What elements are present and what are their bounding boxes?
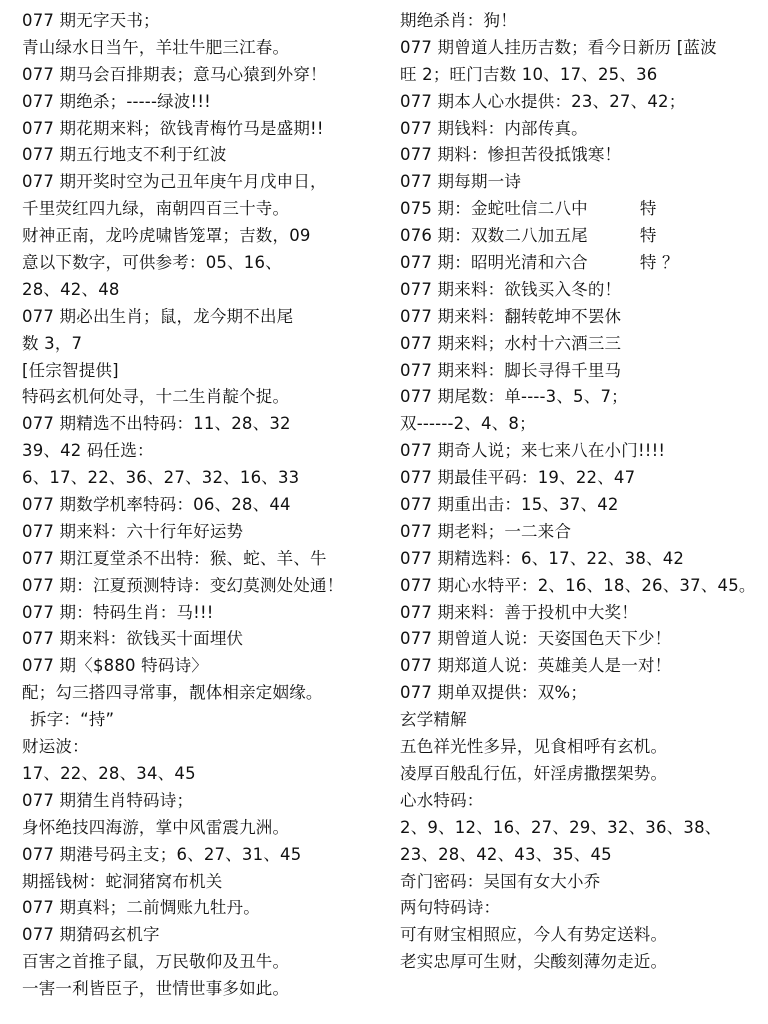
right-text-line: [400, 707, 760, 734]
right-line-text: 两句特码诗：: [400, 898, 501, 918]
left-text-line: 077 期必出生肖；鼠，龙今期不出尾: [22, 306, 294, 326]
right-text-line: [400, 869, 760, 896]
right-line-text: 077 期来料：善于投机中大奖！: [400, 602, 638, 622]
right-text-line: [400, 653, 760, 680]
left-text-line: 077 期真料；二前惆账九牡丹。: [22, 898, 260, 918]
left-text-line: 077 期来料：六十行年好运势: [22, 521, 244, 541]
left-text-line: 6、17、22、36、27、32、16、33: [22, 468, 300, 488]
right-text-line: [400, 62, 760, 89]
left-text-line: 077 期港号码主支；6、27、31、45: [22, 844, 302, 864]
right-line-tail: 特: [639, 199, 657, 219]
left-text-line: 077 期猜生肖特码诗；: [22, 790, 194, 810]
left-text-line: 077 期数学机率特码：06、28、44: [22, 495, 291, 515]
right-line-text: 老实忠厚可生财，尖酸刻薄勿走近。: [400, 952, 668, 972]
right-line-text: 077 期来料：翻转乾坤不罢休: [400, 306, 622, 326]
right-text-line: [400, 169, 760, 196]
left-text-line: 077 期猜码玄机字: [22, 925, 160, 945]
left-text-line: 077 期江夏堂杀不出特：猴、蛇、羊、牛: [22, 548, 327, 568]
right-text-line: [400, 196, 760, 223]
right-text-line: [400, 250, 760, 277]
left-text-line: 077 期开奖时空为己丑年庚午月戊申日，: [22, 172, 327, 192]
right-text-line: [400, 600, 760, 627]
right-text-line: [400, 35, 760, 62]
right-line-text: 玄学精解: [400, 710, 467, 730]
left-text-line: 077 期花期来料；欲钱青梅竹马是盛期!!: [22, 118, 324, 138]
right-line-text: 077 期重出击：15、37、42: [400, 495, 619, 515]
right-line-text: 077 期单双提供：双%；: [400, 683, 588, 703]
right-text-line: [400, 842, 760, 869]
right-line-text: 077 期钱料：内部传真。: [400, 118, 588, 138]
right-line-text: 077 期奇人说；来七来八在小门!!!!: [400, 441, 666, 461]
right-line-text: 077 期曾道人说：天姿国色天下少！: [400, 629, 672, 649]
right-line-text: 077 期最佳平码：19、22、47: [400, 468, 636, 488]
left-text-line: 077 期：江夏预测特诗：变幻莫测处处通！: [22, 575, 344, 595]
left-column: [22, 8, 392, 1003]
right-text-line: [400, 573, 760, 600]
right-line-text: 2、9、12、16、27、29、32、36、38、: [400, 817, 722, 837]
left-text-line: 数 3，7: [22, 333, 83, 353]
left-text-line: 17、22、28、34、45: [22, 763, 196, 783]
left-text-line: 青山绿水日当午，羊壮牛肥三江春。: [22, 37, 290, 57]
right-line-text: 075 期：金蛇吐信二八中: [400, 199, 588, 219]
right-line-text: 077 期老料；一二来合: [400, 521, 572, 541]
left-text-line: 39、42 码任选：: [22, 441, 154, 461]
left-text-line: 财神正南，龙吟虎啸皆笼罩；吉数，09: [22, 226, 311, 246]
right-line-text: 077 期郑道人说：英雄美人是一对！: [400, 656, 672, 676]
right-text-line: [400, 922, 760, 949]
right-line-text: 期绝杀肖：狗！: [400, 11, 517, 30]
right-text-line: [400, 358, 760, 385]
left-text-line: 077 期五行地支不利于红波: [22, 145, 227, 165]
left-text-line: 拆字：“持”: [30, 710, 115, 730]
right-text-line: [400, 465, 760, 492]
left-text-line: 意以下数字，可供参考：05、16、: [22, 253, 282, 273]
right-line-text: 奇门密码：吴国有女大小乔: [400, 871, 601, 891]
right-text-line: [400, 411, 760, 438]
left-text-line: 特码玄机何处寻，十二生肖靛个捉。: [22, 387, 290, 407]
left-text-line: 一害一利皆臣子，世情世事多如此。: [22, 979, 290, 999]
right-text-line: [400, 331, 760, 358]
left-text-line: 077 期绝杀；-----绿波!!!: [22, 91, 211, 111]
right-text-line: [400, 626, 760, 653]
left-text-line: 千里荧红四九绿，南朝四百三十寺。: [22, 199, 290, 219]
right-text-line: [400, 304, 760, 331]
right-line-text: 077 期尾数：单----3、5、7；: [400, 387, 628, 407]
right-text-line: [400, 761, 760, 788]
right-line-text: 077 期：昭明光清和六合: [400, 253, 588, 273]
right-line-tail: 特: [639, 226, 657, 246]
right-line-text: 076 期：双数二八加五尾: [400, 226, 588, 246]
right-line-text: 旺 2；旺门吉数 10、17、25、36: [400, 64, 658, 84]
left-text-line: 配；勾三搭四寻常事，靓体相亲定姻缘。: [22, 683, 323, 703]
left-text-line: 077 期：特码生肖：马!!!: [22, 602, 214, 622]
left-text-line: 财运波：: [22, 737, 89, 757]
right-text-line: [400, 8, 760, 35]
left-text-line: 身怀绝技四海游，掌中风雷震九洲。: [22, 817, 290, 837]
right-line-text: 凌厚百般乱行伍，奸淫虏撒摆架势。: [400, 763, 668, 783]
right-text-line: [400, 142, 760, 169]
right-text-line: [400, 384, 760, 411]
right-text-line: [400, 89, 760, 116]
right-line-text: 心水特码：: [400, 790, 484, 810]
left-text-line: 百害之首推子鼠，万民敬仰及丑牛。: [22, 952, 290, 972]
right-line-text: 077 期精选料：6、17、22、38、42: [400, 548, 685, 568]
right-text-line: [400, 895, 760, 922]
right-line-text: 077 期心水特平：2、16、18、26、37、45。: [400, 575, 756, 595]
right-text-line: [400, 438, 760, 465]
right-text-line: [400, 546, 760, 573]
right-line-tail: 特 ？: [639, 253, 679, 273]
right-text-line: [400, 680, 760, 707]
right-text-line: [400, 223, 760, 250]
left-text-line: 077 期马会百排期表；意马心猿到外穿！: [22, 64, 327, 84]
right-line-text: 077 期曾道人挂历吉数；看今日新历 [蓝波: [400, 37, 717, 57]
left-text-line: 077 期〈$880 特码诗〉: [22, 656, 208, 676]
right-line-text: 077 期本人心水提供：23、27、42；: [400, 91, 686, 111]
right-line-text: 23、28、42、43、35、45: [400, 844, 612, 864]
right-text-line: [400, 949, 760, 976]
right-text-line: [400, 519, 760, 546]
left-text-line: 期摇钱树：蛇洞猪窝布机关: [22, 871, 223, 891]
right-line-text: 077 期来料；水村十六酒三三: [400, 333, 622, 353]
right-line-text: 双------2、4、8；: [400, 414, 536, 434]
right-line-text: 077 期料：惨担苦役抵饿寒！: [400, 145, 622, 165]
right-line-text: 可有财宝相照应，今人有势定送料。: [400, 925, 668, 945]
right-line-text: 077 期来料：欲钱买入冬的！: [400, 279, 622, 299]
right-column: [400, 8, 760, 976]
left-text-line: 077 期精选不出特码：11、28、32: [22, 414, 291, 434]
left-text-line: 077 期无字天书；: [22, 11, 160, 30]
left-text-line: 077 期来料：欲钱买十面埋伏: [22, 629, 244, 649]
right-text-line: [400, 788, 760, 815]
left-text-line: 28、42、48: [22, 279, 120, 299]
right-text-line: [400, 277, 760, 304]
right-text-line: [400, 116, 760, 143]
right-line-text: 077 期每期一诗: [400, 172, 522, 192]
right-line-text: 077 期来料：脚长寻得千里马: [400, 360, 622, 380]
left-text-line: [任宗智提供]: [22, 360, 119, 380]
right-text-line: [400, 492, 760, 519]
right-line-text: 五色祥光性多异，见食相呼有玄机。: [400, 737, 668, 757]
right-text-line: [400, 734, 760, 761]
right-text-line: [400, 815, 760, 842]
